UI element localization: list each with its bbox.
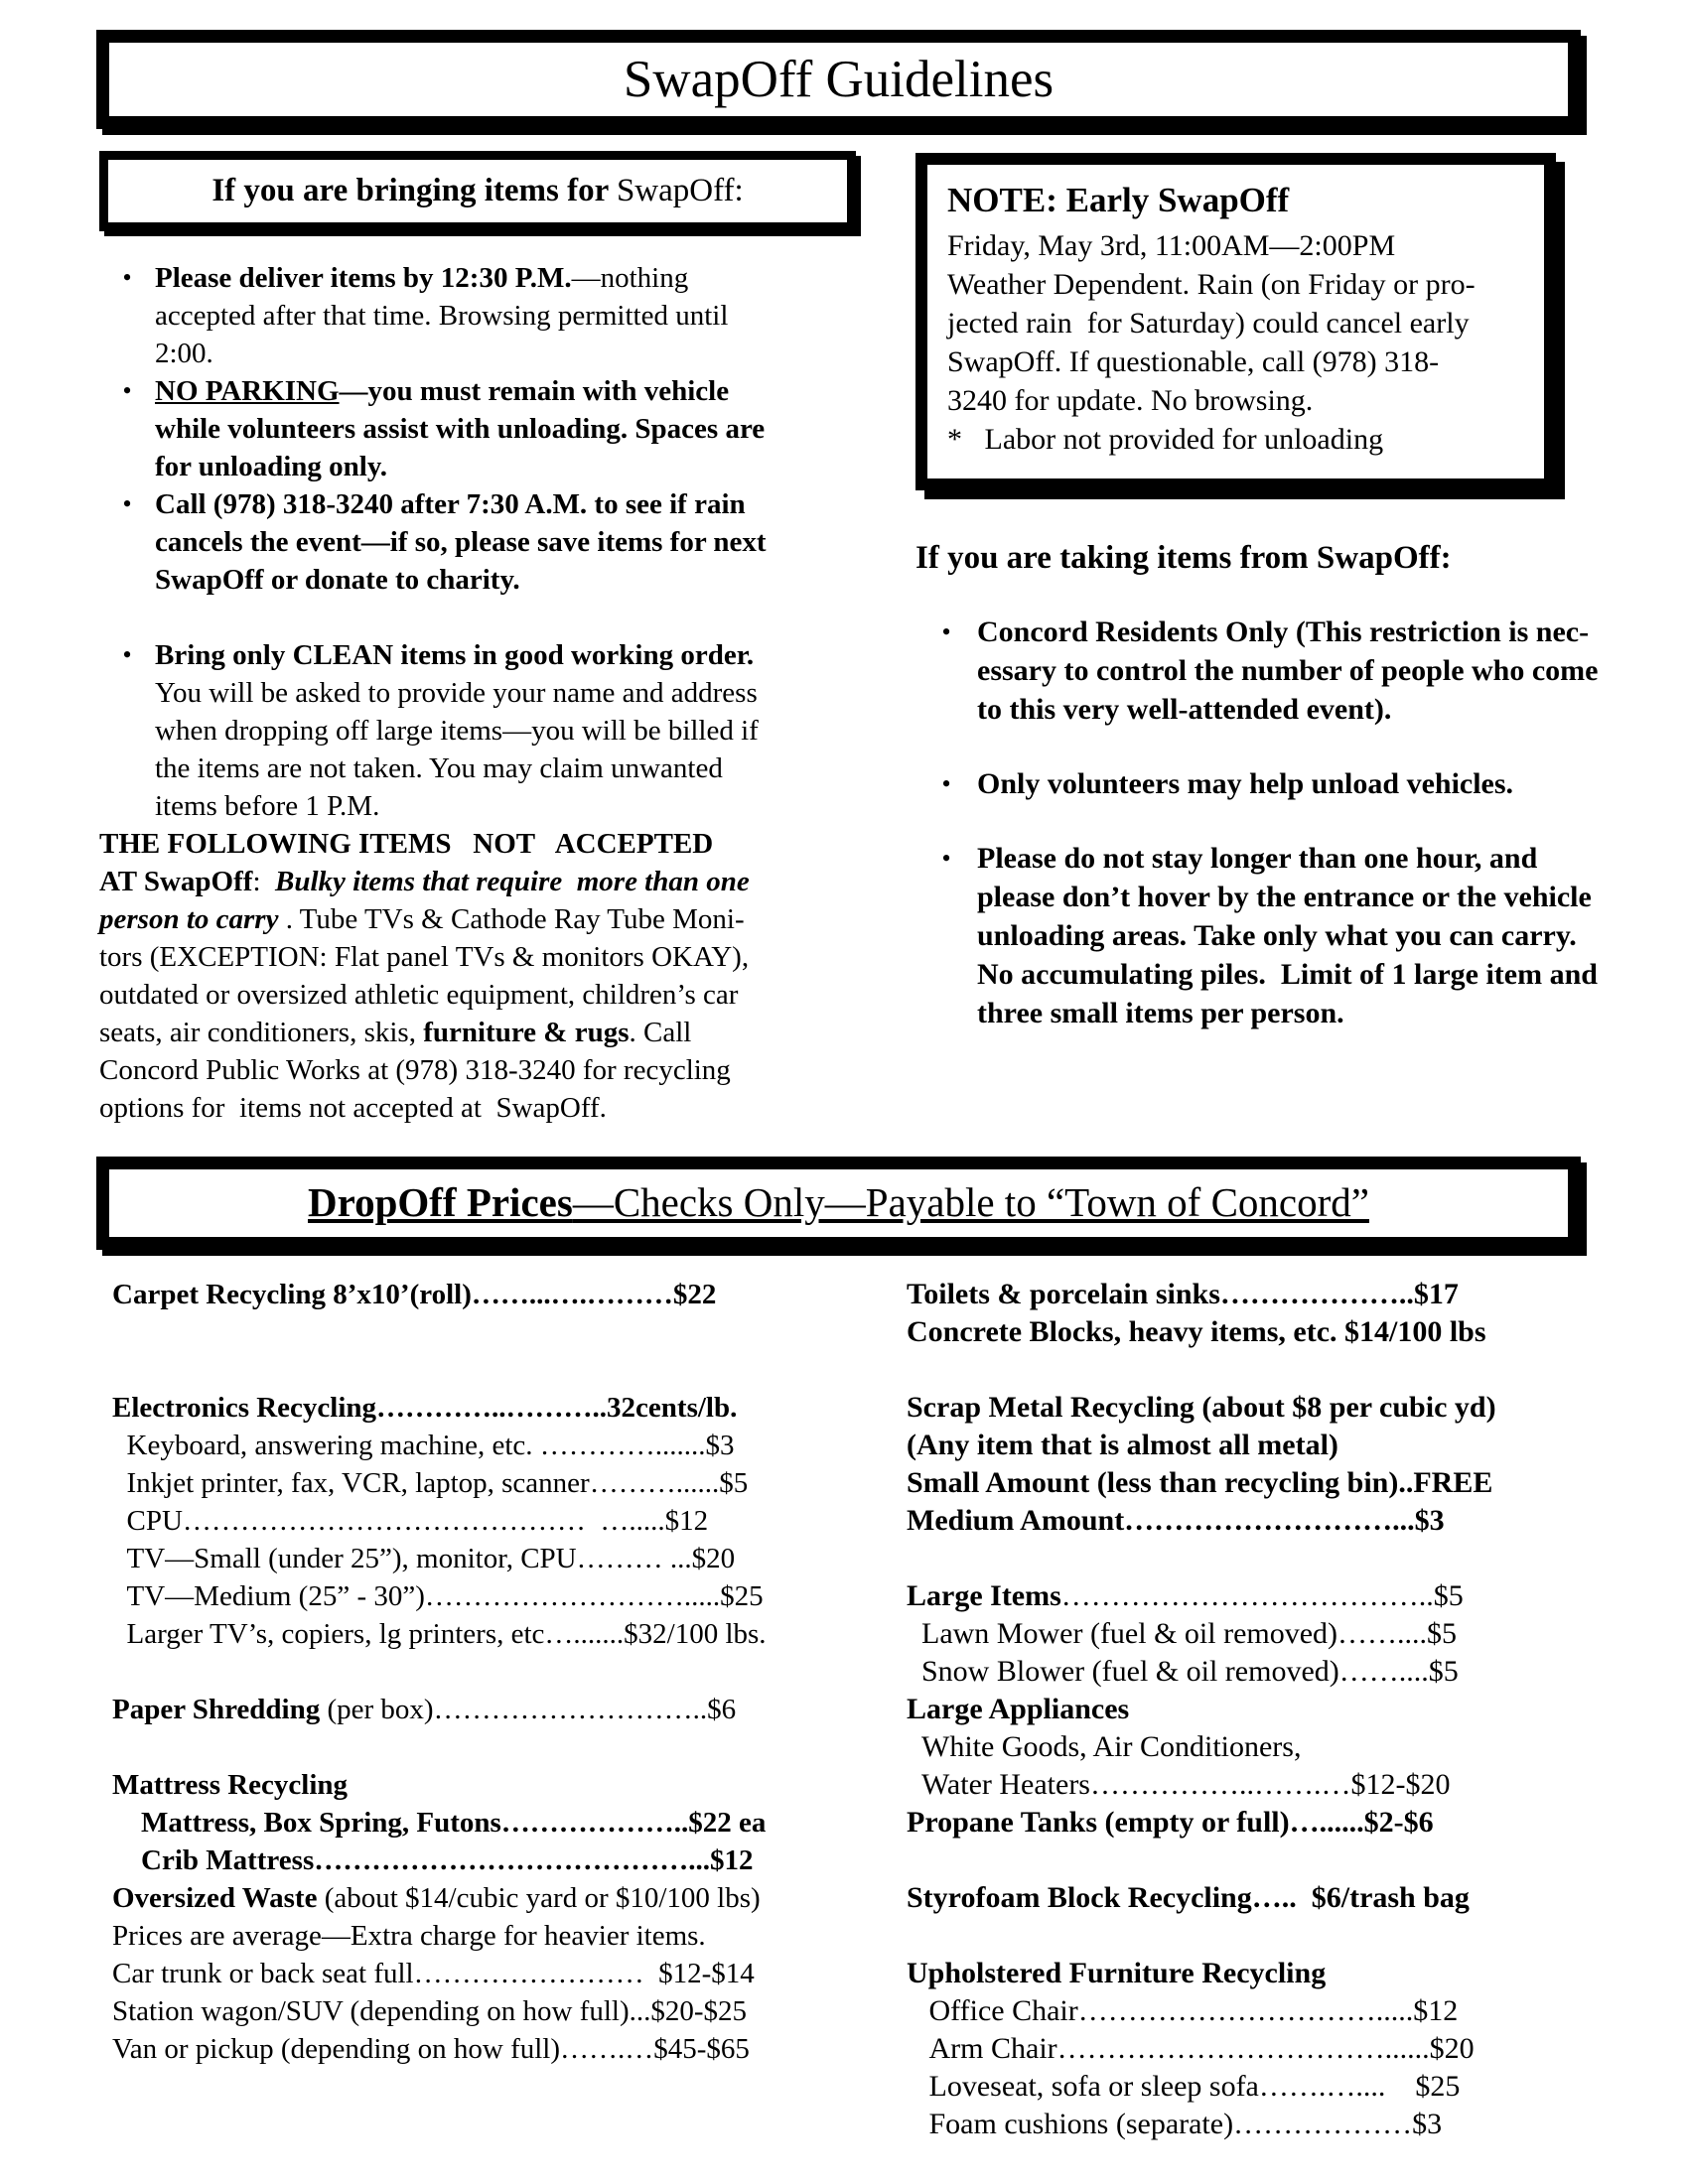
text-segment: Upholstered Furniture Recycling [907, 1957, 1327, 1989]
text-line [947, 177, 1524, 226]
text-segment: Van or pickup (depending on how full)…….…$45-$65 [112, 2033, 750, 2065]
text-line [112, 1313, 875, 1351]
text-segment: Oversized Waste [112, 1882, 318, 1914]
text-segment: Only volunteers may help unload vehicles. [977, 767, 1514, 800]
right-column [915, 151, 1601, 1127]
text-line [155, 485, 767, 523]
text-line [155, 259, 728, 297]
text-segment: (per box)………………………..$6 [320, 1694, 737, 1725]
taking-bullet-list [915, 613, 1601, 1032]
text-segment: Concord Residents Only (This restriction is nec- [977, 615, 1590, 648]
text-line [112, 1766, 875, 1804]
text-segment: Call (978) 318-3240 after 7:30 A.M. to see if rain [155, 488, 746, 520]
text-segment: Weather Dependent. Rain (on Friday or pro- [947, 268, 1476, 301]
bullet-icon: • [941, 769, 951, 798]
bullet-text [977, 764, 1513, 803]
text-segment: unloading areas. Take only what you can carry. [977, 919, 1577, 952]
price-lists [112, 1276, 1688, 2143]
text-segment: please don’t hover by the entrance or the vehicle [977, 881, 1592, 913]
text-segment: Keyboard, answering machine, etc. ………….......$3 [112, 1430, 735, 1461]
text-line [99, 1089, 866, 1127]
text-line [907, 1879, 1590, 1917]
text-line [155, 372, 765, 410]
bullet-icon: • [122, 376, 132, 405]
text-line [947, 381, 1524, 420]
text-line [112, 1464, 875, 1502]
text-segment: the items are not taken. You may claim unwanted [155, 752, 723, 784]
text-line [112, 1691, 875, 1728]
text-segment: to this very well-attended event). [977, 693, 1392, 726]
text-segment: jected rain for Saturday) could cancel early [947, 307, 1470, 340]
text-line [211, 173, 743, 208]
text-line [99, 825, 866, 863]
top-section [99, 151, 1688, 1127]
text-segment: when dropping off large items—you will be billed if [155, 715, 759, 747]
text-segment: SwapOff or donate to charity. [155, 564, 520, 596]
text-segment: You will be asked to provide your name and address [155, 677, 758, 709]
text-segment: Foam cushions (separate)………………$3 [907, 2108, 1443, 2140]
text-segment: No accumulating piles. Limit of 1 large item and [977, 958, 1598, 991]
text-line [155, 410, 765, 448]
page-title: SwapOff Guidelines [623, 51, 1055, 108]
text-line [907, 1728, 1590, 1766]
bullet-icon: • [941, 617, 951, 646]
text-segment: Styrofoam Block Recycling….. $6/trash bag [907, 1881, 1470, 1914]
text-segment: Snow Blower (fuel & oil removed)……....$5 [907, 1655, 1459, 1688]
text-segment: Car trunk or back seat full…………………… $12-$14 [112, 1958, 755, 1989]
text-line [99, 976, 866, 1014]
bullet-text [977, 613, 1599, 729]
text-segment: while volunteers assist with unloading. Spaces are [155, 413, 766, 445]
text-line [112, 1804, 875, 1842]
text-segment: Paper Shredding [112, 1694, 321, 1725]
text-segment: Scrap Metal Recycling (about $8 per cubic yd) [907, 1391, 1496, 1424]
title-box [96, 30, 1581, 129]
text-line [977, 613, 1599, 651]
text-line [155, 297, 728, 335]
text-segment: : [252, 866, 275, 897]
text-line [907, 1653, 1590, 1691]
text-segment: TV—Medium (25” - 30”)……………………….....$25 [112, 1580, 764, 1612]
text-segment: accepted after that time. Browsing permitted until [155, 300, 729, 332]
text-segment: * Labor not provided for unloading [947, 423, 1384, 456]
text-line [112, 1728, 875, 1766]
text-segment: Mattress Recycling [112, 1769, 349, 1801]
text-line [907, 1427, 1590, 1464]
text-line [112, 1653, 875, 1691]
text-segment: Large Appliances [907, 1693, 1130, 1725]
text-line [112, 2030, 875, 2068]
text-line [907, 1540, 1590, 1577]
text-line [112, 1955, 875, 1992]
text-segment: seats, air conditioners, skis, [99, 1017, 424, 1048]
text-line [155, 335, 728, 372]
text-segment: Carpet Recycling 8’x10’(roll)……...….………$22 [112, 1279, 717, 1310]
text-segment: Crib Mattress…………………………………...$12 [112, 1844, 754, 1876]
bullet-text [155, 485, 767, 599]
text-segment: tors (EXCEPTION: Flat panel TVs & monitors OKAY), [99, 941, 750, 973]
text-line [308, 1179, 1369, 1225]
bullet-text [155, 372, 765, 485]
list-item [915, 839, 1601, 1032]
text-segment: Larger TV’s, copiers, lg printers, etc….......$32/100 lbs. [112, 1618, 767, 1650]
text-line [977, 764, 1513, 803]
text-line [155, 674, 759, 712]
text-segment: person to carry [99, 903, 279, 935]
text-segment: Bring only CLEAN items in good working order. [155, 639, 755, 671]
text-segment: 2:00. [155, 338, 213, 369]
text-line [947, 304, 1524, 342]
text-segment: essary to control the number of people who come [977, 654, 1599, 687]
text-segment: . Call [629, 1017, 692, 1048]
text-line [112, 1615, 875, 1653]
text-line [907, 1276, 1590, 1313]
bullet-icon: • [122, 640, 132, 669]
text-segment: Inkjet printer, fax, VCR, laptop, scanner………......$5 [112, 1467, 749, 1499]
text-segment: TV—Small (under 25”), monitor, CPU……… ...$20 [112, 1543, 736, 1574]
bullet-icon: • [122, 489, 132, 518]
text-line [112, 1389, 875, 1427]
bringing-section [99, 151, 866, 1127]
text-line [112, 1540, 875, 1577]
text-line [947, 342, 1524, 381]
text-segment: Please deliver items by 12:30 P.M. [155, 262, 572, 294]
text-line [947, 265, 1524, 304]
text-segment: —you must remain with vehicle [339, 375, 730, 407]
text-segment: SwapOff: [616, 173, 744, 208]
text-segment: (Any item that is almost all metal) [907, 1429, 1338, 1461]
text-segment: Please do not stay longer than one hour, and [977, 842, 1538, 875]
text-segment: CPU…………………………………… ….....$12 [112, 1505, 709, 1537]
text-line [907, 1351, 1590, 1389]
text-line [99, 863, 866, 900]
text-line [907, 1313, 1590, 1351]
text-line [155, 561, 767, 599]
list-item [99, 485, 866, 599]
text-segment: SwapOff. If questionable, call (978) 318- [947, 345, 1440, 378]
text-segment: Medium Amount………………………...$3 [907, 1504, 1445, 1537]
text-line [155, 448, 765, 485]
text-segment: Office Chair………………………….....$12 [907, 1994, 1459, 2027]
text-line [155, 750, 759, 787]
text-segment: Lawn Mower (fuel & oil removed)……....$5 [907, 1617, 1458, 1650]
text-line [99, 900, 866, 938]
text-line [907, 2030, 1590, 2068]
text-segment: Concrete Blocks, heavy items, etc. $14/100 lbs [907, 1315, 1486, 1348]
bullet-icon: • [122, 263, 132, 292]
text-segment: items before 1 P.M. [155, 790, 380, 822]
text-line [112, 1351, 875, 1389]
text-segment: THE FOLLOWING ITEMS NOT ACCEPTED [99, 828, 714, 860]
text-segment: (about $14/cubic yard or $10/100 lbs) [317, 1882, 761, 1914]
text-segment: NOTE: Early SwapOff [947, 181, 1290, 219]
text-line [112, 1427, 875, 1464]
bringing-header [99, 151, 856, 231]
text-line [907, 1464, 1590, 1502]
bullet-text [155, 259, 728, 372]
text-segment: options for items not accepted at SwapOff. [99, 1092, 607, 1124]
text-line [907, 1389, 1590, 1427]
price-list-right [907, 1276, 1590, 2143]
text-segment: cancels the event—if so, please save items for next [155, 526, 767, 558]
list-item [915, 764, 1601, 803]
text-line [907, 1955, 1590, 1992]
text-segment: AT SwapOff [99, 866, 253, 897]
text-line [112, 1276, 875, 1313]
text-line [112, 1577, 875, 1615]
text-line [907, 1615, 1590, 1653]
text-segment: 3240 for update. No browsing. [947, 384, 1314, 417]
text-line [99, 1014, 866, 1051]
text-line [907, 1691, 1590, 1728]
early-swapoff-note-box [915, 153, 1556, 490]
text-line [977, 878, 1598, 916]
text-segment: Arm Chair……………………………......$20 [907, 2032, 1475, 2065]
text-line [947, 226, 1524, 265]
text-line [907, 1766, 1590, 1804]
text-line [907, 1804, 1590, 1842]
text-segment: furniture & rugs [423, 1017, 630, 1048]
text-line [99, 1051, 866, 1089]
text-line [907, 2068, 1590, 2106]
text-segment: Loveseat, sofa or sleep sofa…….….... $25 [907, 2070, 1461, 2103]
dropoff-prices-banner [96, 1157, 1581, 1250]
text-line [907, 1917, 1590, 1955]
text-segment: —nothing [571, 262, 689, 294]
bringing-bullet-list [99, 259, 866, 825]
text-line [977, 955, 1598, 994]
text-segment: for unloading only. [155, 451, 387, 482]
text-segment: Station wagon/SUV (depending on how full)...$20-$25 [112, 1995, 748, 2027]
taking-heading: If you are taking items from SwapOff: [915, 540, 1452, 576]
text-segment: ………………………………..$5 [1060, 1579, 1464, 1612]
text-line [112, 1502, 875, 1540]
text-segment: Prices are average—Extra charge for heavier items. [112, 1920, 706, 1952]
list-item [915, 613, 1601, 729]
text-segment: Friday, May 3rd, 11:00AM—2:00PM [947, 229, 1396, 262]
text-line [907, 2106, 1590, 2143]
bullet-icon: • [941, 844, 951, 873]
text-segment: three small items per person. [977, 997, 1344, 1029]
text-line [112, 1842, 875, 1879]
text-segment: —Checks Only—Payable to “Town of Concord” [572, 1179, 1369, 1225]
list-item [99, 636, 866, 825]
text-line [907, 1992, 1590, 2030]
text-segment: Mattress, Box Spring, Futons………………..$22 ea [112, 1807, 767, 1839]
text-segment: outdated or oversized athletic equipment, children’s car [99, 979, 739, 1011]
text-segment: Bulky items that require more than one [275, 866, 750, 897]
text-line [977, 651, 1599, 690]
text-segment: Concord Public Works at (978) 318-3240 for recycling [99, 1054, 731, 1086]
text-segment: . Tube TVs & Cathode Ray Tube Moni- [278, 903, 745, 935]
text-line [112, 1992, 875, 2030]
text-line [112, 1917, 875, 1955]
text-segment: DropOff Prices [308, 1179, 573, 1225]
text-line [155, 636, 759, 674]
text-segment: Large Items [907, 1579, 1061, 1612]
text-line [977, 839, 1598, 878]
not-accepted-paragraph [99, 825, 866, 1127]
text-segment: If you are bringing items for [211, 173, 617, 208]
list-item [99, 372, 866, 485]
text-line [112, 1879, 875, 1917]
text-line [947, 420, 1524, 459]
text-line [907, 1842, 1590, 1879]
price-list-left [112, 1276, 875, 2143]
bullet-text [977, 839, 1598, 1032]
text-line [977, 690, 1599, 729]
text-line [99, 938, 866, 976]
text-line [155, 523, 767, 561]
text-line [907, 1577, 1590, 1615]
text-segment: White Goods, Air Conditioners, [907, 1730, 1302, 1763]
text-segment: Toilets & porcelain sinks………………..$17 [907, 1278, 1459, 1310]
text-line [977, 994, 1598, 1032]
text-segment: Water Heaters……………..…….…$12-$20 [907, 1768, 1451, 1801]
text-line [155, 712, 759, 750]
text-segment: Electronics Recycling…………..………..32cents/lb. [112, 1392, 738, 1424]
bullet-text [155, 636, 759, 825]
text-line [977, 916, 1598, 955]
text-line [907, 1502, 1590, 1540]
text-segment: NO PARKING [155, 375, 340, 407]
text-segment: Small Amount (less than recycling bin)..FREE [907, 1466, 1493, 1499]
text-line [155, 787, 759, 825]
text-segment: Propane Tanks (empty or full)…......$2-$6 [907, 1806, 1434, 1839]
list-item [99, 259, 866, 372]
